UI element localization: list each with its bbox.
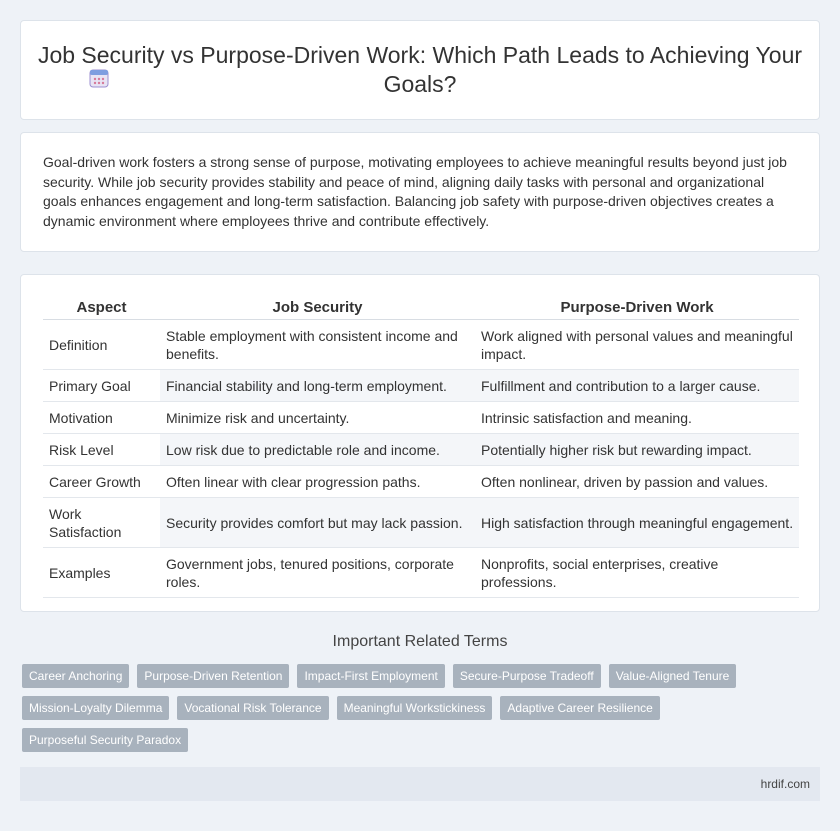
row-purpose-driven: Potentially higher risk but rewarding impact. [475, 434, 799, 466]
row-job-security: Stable employment with consistent income and benefits. [160, 320, 475, 370]
related-term-tag[interactable]: Value-Aligned Tenure [609, 664, 737, 688]
row-aspect: Definition [43, 320, 160, 370]
related-term-tag[interactable]: Impact-First Employment [297, 664, 444, 688]
page-title: Job Security vs Purpose-Driven Work: Which Path Leads to Achieving Your Goals? [37, 42, 803, 97]
table-row [43, 434, 799, 466]
table-row [43, 498, 799, 548]
related-term-tag[interactable]: Purpose-Driven Retention [137, 664, 289, 688]
header-purpose-driven: Purpose-Driven Work [475, 295, 799, 320]
calendar-icon [88, 67, 110, 89]
row-purpose-driven: High satisfaction through meaningful engagement. [475, 498, 799, 548]
related-term-tag[interactable]: Vocational Risk Tolerance [177, 696, 328, 720]
related-term-tag[interactable]: Mission-Loyalty Dilemma [22, 696, 169, 720]
row-purpose-driven: Often nonlinear, driven by passion and values. [475, 466, 799, 498]
header-job-security: Job Security [160, 295, 475, 320]
related-term-tag[interactable]: Purposeful Security Paradox [22, 728, 188, 752]
comparison-table [43, 295, 799, 598]
row-job-security: Low risk due to predictable role and income. [160, 434, 475, 466]
row-aspect: Examples [43, 548, 160, 598]
row-job-security: Government jobs, tenured positions, corporate roles. [160, 548, 475, 598]
related-terms-title: Important Related Terms [332, 633, 508, 650]
row-purpose-driven: Intrinsic satisfaction and meaning. [475, 402, 799, 434]
header-aspect: Aspect [43, 295, 160, 320]
table-row [43, 402, 799, 434]
row-job-security: Security provides comfort but may lack passion. [160, 498, 475, 548]
related-terms-list [22, 664, 822, 752]
row-purpose-driven: Nonprofits, social enterprises, creative professions. [475, 548, 799, 598]
row-aspect: Risk Level [43, 434, 160, 466]
row-aspect: Work Satisfaction [43, 498, 160, 548]
row-aspect: Motivation [43, 402, 160, 434]
table-header-row [43, 295, 799, 320]
related-term-tag[interactable]: Secure-Purpose Tradeoff [453, 664, 601, 688]
row-aspect: Career Growth [43, 466, 160, 498]
row-purpose-driven: Work aligned with personal values and meaningful impact. [475, 320, 799, 370]
related-term-tag[interactable]: Adaptive Career Resilience [500, 696, 659, 720]
footer [20, 767, 820, 801]
title-card [20, 20, 820, 120]
row-purpose-driven: Fulfillment and contribution to a larger cause. [475, 370, 799, 402]
table-row [43, 370, 799, 402]
comparison-card [20, 274, 820, 612]
row-job-security: Minimize risk and uncertainty. [160, 402, 475, 434]
intro-text: Goal-driven work fosters a strong sense of purpose, motivating employees to achieve meaningful results beyond just job security. While job security provides stability and peace of mind, aligning daily tasks with personal and organizational goals enhances engagement and long-term satisfaction. Balancing job safety with purpose-driven objectives creates a dynamic environment where employees thrive and contribute effectively. [43, 154, 787, 229]
table-row [43, 320, 799, 370]
row-job-security: Often linear with clear progression paths. [160, 466, 475, 498]
table-row [43, 548, 799, 598]
footer-site-link[interactable]: hrdif.com [760, 777, 810, 791]
title-wrap [20, 41, 820, 99]
row-job-security: Financial stability and long-term employment. [160, 370, 475, 402]
table-row [43, 466, 799, 498]
row-aspect: Primary Goal [43, 370, 160, 402]
related-term-tag[interactable]: Meaningful Workstickiness [337, 696, 493, 720]
intro-card [20, 132, 820, 252]
related-term-tag[interactable]: Career Anchoring [22, 664, 129, 688]
